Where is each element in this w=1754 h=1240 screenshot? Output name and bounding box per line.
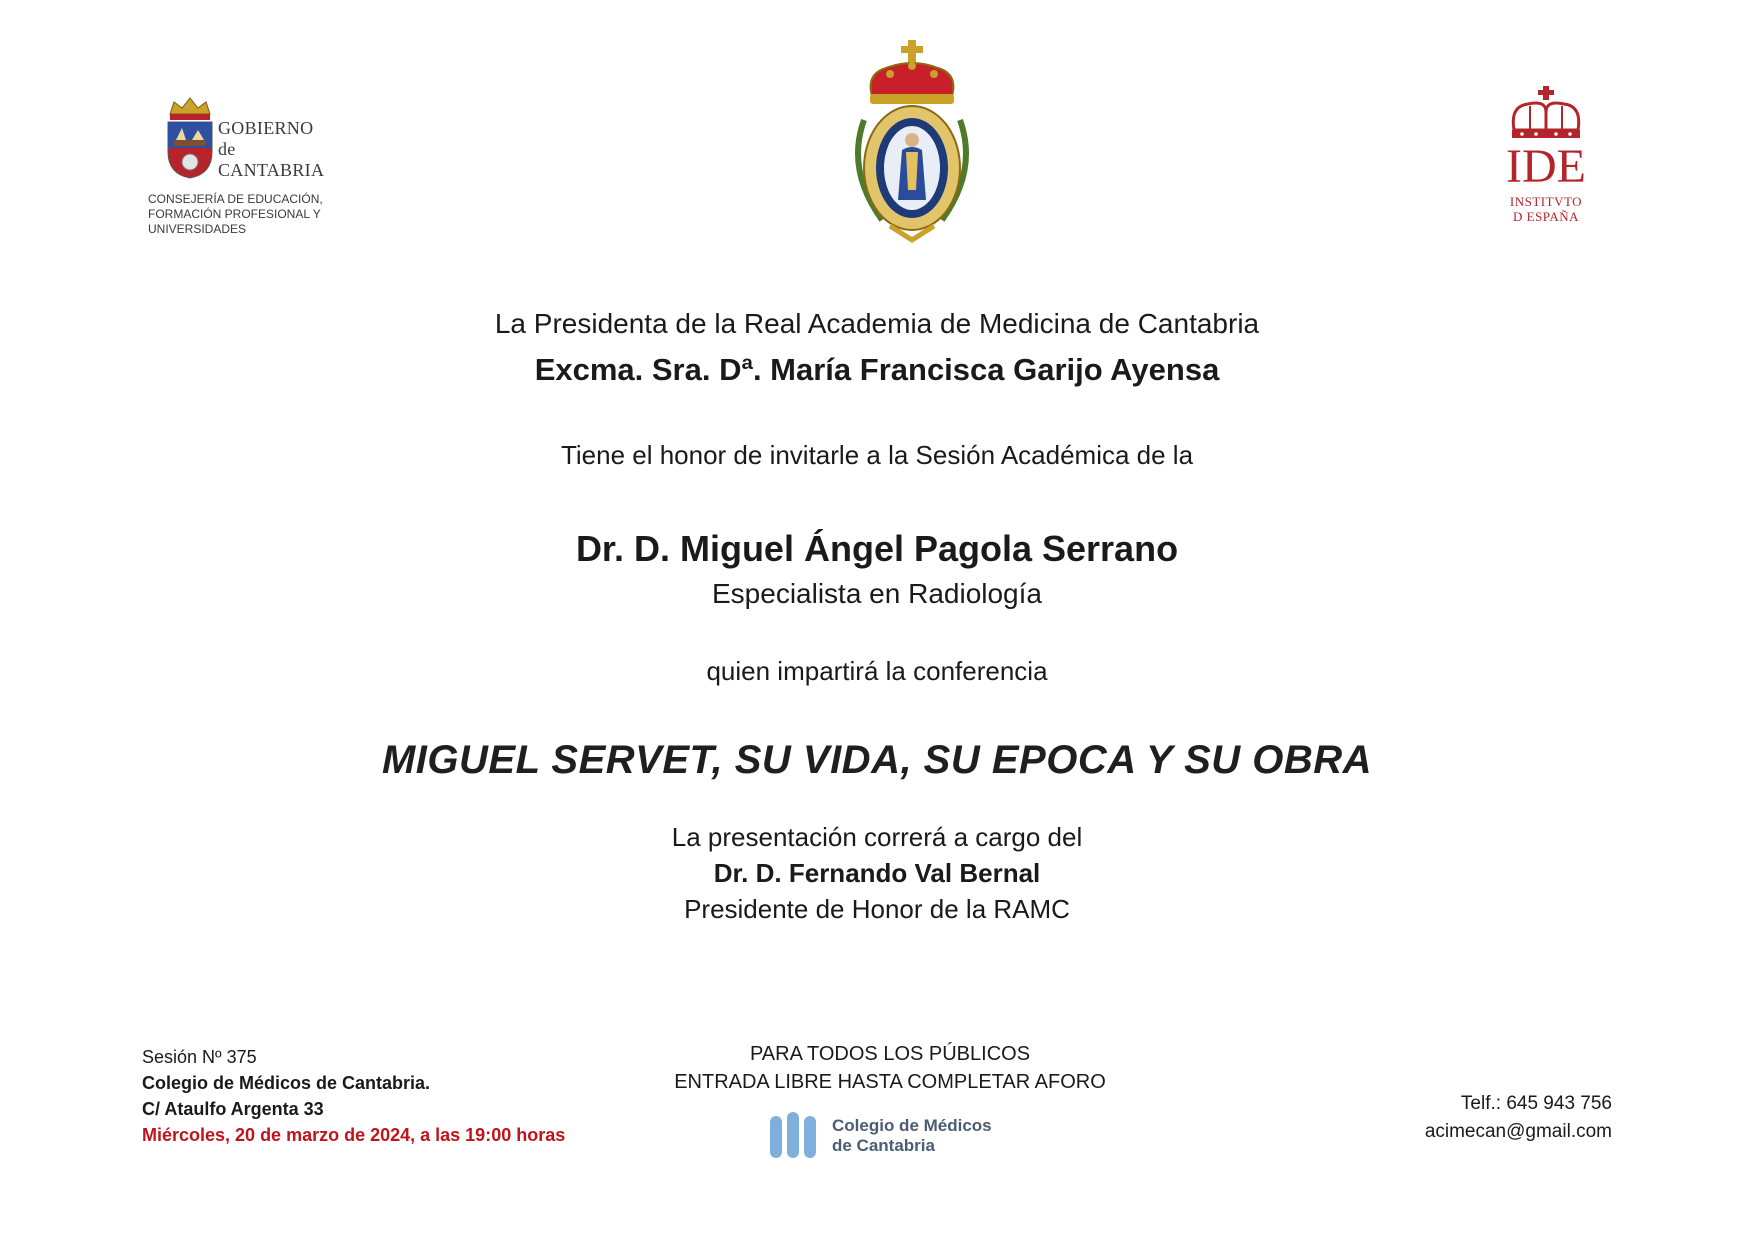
access-info	[640, 1040, 1140, 1096]
invitation-line: Tiene el honor de invitarle a la Sesión Académica de la	[560, 440, 1194, 470]
contact-email: acimecan@gmail.com	[1424, 1121, 1612, 1142]
gobierno-title-line: de	[218, 139, 236, 159]
instituto-text-line: INSTITVTO	[1509, 194, 1583, 209]
cm-logo-line: Colegio de Médicos	[832, 1116, 992, 1135]
entry-note: ENTRADA LIBRE HASTA COMPLETAR AFORO	[674, 1071, 1106, 1093]
session-datetime: Miércoles, 20 de marzo de 2024, a las 19:00 horas	[142, 1125, 566, 1145]
session-number: Sesión Nº 375	[142, 1047, 257, 1067]
colegio-medicos-bars-icon	[768, 1112, 818, 1160]
instituto-monogram: IDE	[1506, 140, 1586, 193]
cantabria-coat-of-arms-icon	[164, 94, 216, 180]
gobierno-title-line: GOBIERNO	[218, 118, 314, 138]
gobierno-consejeria	[148, 192, 323, 237]
gobierno-sub-line: CONSEJERÍA DE EDUCACIÓN,	[148, 192, 323, 206]
contact-phone: Telf.: 645 943 756	[1460, 1093, 1612, 1114]
instituto-text-line: D ESPAÑA	[1512, 209, 1579, 224]
presenter-name: Dr. D. Fernando Val Bernal	[713, 858, 1041, 888]
royal-crown-icon	[1508, 86, 1584, 142]
gobierno-title-line: CANTABRIA	[218, 160, 325, 180]
gobierno-title	[218, 118, 324, 181]
instituto-espana-logo	[1500, 86, 1592, 236]
president-name: Excma. Sra. Dª. María Francisca Garijo Ayensa	[534, 352, 1220, 387]
speaker-name: Dr. D. Miguel Ángel Pagola Serrano	[575, 528, 1179, 569]
venue-address: C/ Ataulfo Argenta 33	[142, 1099, 324, 1119]
audience-note: PARA TODOS LOS PÚBLICOS	[749, 1043, 1031, 1065]
presenter-role: Presidente de Honor de la RAMC	[684, 894, 1070, 924]
speaker-role: Especialista en Radiología	[712, 578, 1042, 609]
contact-info	[1425, 1090, 1612, 1146]
gobierno-sub-line: UNIVERSIDADES	[148, 222, 247, 236]
presentation-intro: La presentación correrá a cargo del	[671, 822, 1083, 852]
invitation-intro: La Presidenta de la Real Academia de Medicina de Cantabria	[494, 308, 1260, 339]
gobierno-cantabria-logo	[148, 92, 348, 242]
colegio-medicos-logo-text	[832, 1116, 992, 1156]
academy-seal-icon	[842, 40, 982, 245]
colegio-medicos-logo	[768, 1112, 1028, 1160]
venue-name: Colegio de Médicos de Cantabria.	[142, 1073, 431, 1093]
conference-intro: quien impartirá la conferencia	[706, 656, 1048, 686]
session-details	[142, 1044, 565, 1148]
gobierno-sub-line: FORMACIÓN PROFESIONAL Y	[148, 207, 321, 221]
conference-title: MIGUEL SERVET, SU VIDA, SU EPOCA Y SU OBRA	[381, 738, 1373, 782]
cm-logo-line: de Cantabria	[832, 1136, 935, 1155]
instituto-text	[1500, 194, 1592, 224]
